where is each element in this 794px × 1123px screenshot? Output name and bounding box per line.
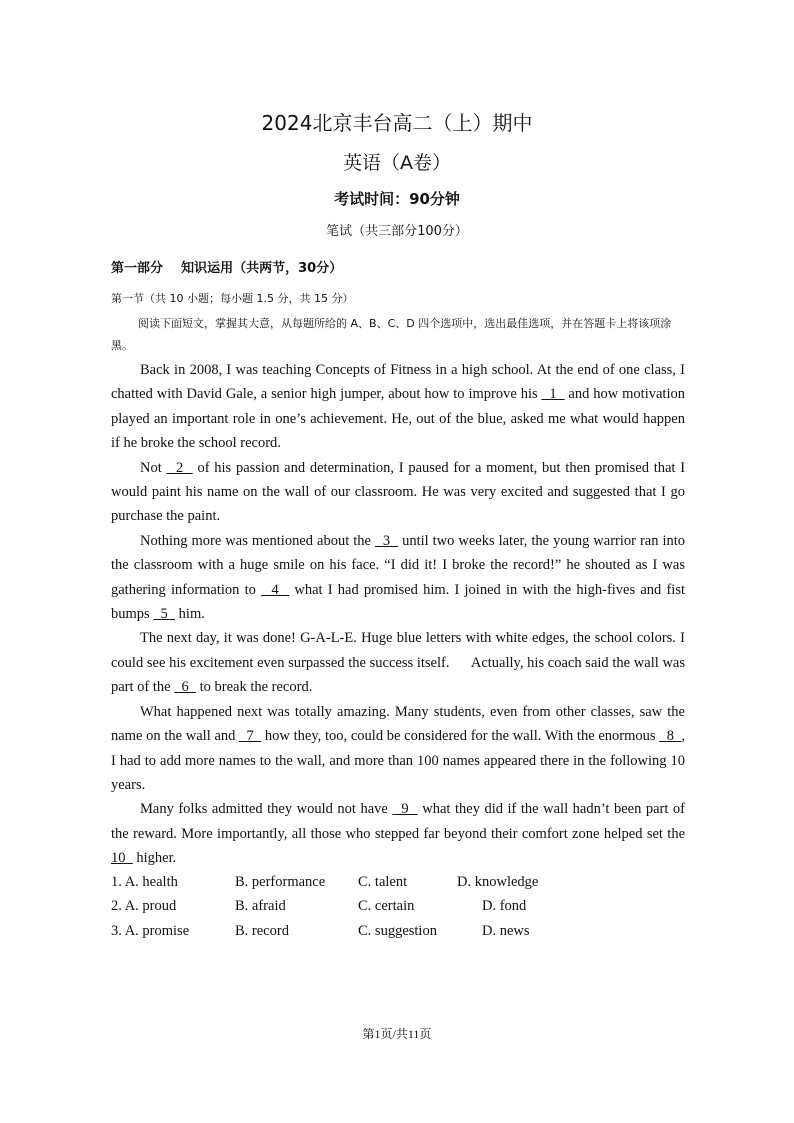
blank-4: 4 [261, 581, 290, 598]
option-row-1 [111, 870, 685, 894]
blank-6: 6 [174, 679, 196, 696]
option-c: C. talent [358, 874, 408, 890]
blank-5: 5 [153, 606, 176, 623]
option-b: B. performance [235, 874, 326, 890]
paragraph-4: The next day, it was done! G-A-L-E. Huge blue letters with white edges, the school colors. I could see his excitement even surpassed the success itself. Actually, his coach said the wall was part of the 6 to break the record. [111, 630, 689, 696]
option-b: B. afraid [235, 898, 286, 915]
paragraph-3: Nothing more was mentioned about the 3 until two weeks later, the young warrior ran into the classroom with a huge smile on his face. “I did it! I broke the record!” he shouted as I was gathering information to 4 what I had promised him. I joined in with the high-fives and fist bumps 5 him. [111, 532, 686, 623]
option-row-2 [111, 894, 685, 918]
passage [111, 358, 689, 871]
instructions: 阅读下面短文，掌握其大意，从每题所给的 A、B、C、D 四个选项中，选出最佳选项，并在答题卡上将该项涂黑。 [111, 317, 672, 352]
exam-title: 2024北京丰台高二（上）期中 [261, 111, 533, 135]
option-c: C. suggestion [358, 922, 437, 939]
blank-10: 10 [111, 850, 133, 867]
section-one-heading: 第一节（共 10 小题；每小题 1.5 分，共 15 分） [111, 292, 354, 305]
blank-3: 3 [374, 532, 399, 549]
blank-8: 8 [659, 728, 682, 745]
option-d: D. news [482, 922, 530, 939]
option-a: 1. A. health [111, 874, 178, 890]
paragraph-6: Many folks admitted they would not have 9 what they did if the wall hadn’t been part of the reward. More importantly, all those who stepped far beyond their comfort zone helped set the 10 higher. [111, 801, 685, 867]
paragraph-2: Not 2 of his passion and determination, I paused for a moment, but then promised that I would paint his name on the wall of our classroom. He was very excited and suggested that I go purchase the paint. [111, 459, 686, 525]
page-number: 第1页/共11页 [362, 1027, 432, 1041]
blank-1: 1 [541, 386, 565, 403]
option-row-3 [111, 919, 685, 943]
part-one-heading: 第一部分 知识运用（共两节，30分） [111, 261, 343, 276]
paragraph-1: Back in 2008, I was teaching Concepts of Fitness in a high school. At the end of one class, I chatted with David Gale, a senior high jumper, about how to improve his 1 and how motivation played an important role in one’s achievement. He, out of the blue, asked me what would happen if he broke the school record. [111, 362, 685, 452]
exam-time: 考试时间：90分钟 [334, 190, 460, 208]
option-d: D. fond [482, 898, 527, 915]
blank-2: 2 [166, 459, 193, 476]
exam-subject: 英语（A卷） [343, 152, 451, 174]
written-test-info: 笔试（共三部分100分） [326, 224, 468, 239]
option-a: 3. A. promise [111, 922, 190, 939]
option-c: C. certain [358, 898, 415, 915]
option-b: B. record [235, 922, 289, 939]
paragraph-5: What happened next was totally amazing. Many students, even from other classes, saw the name on the wall and 7 how they, too, could be considered for the wall. With the enormous 8 , I had to add more names to the wall, and more than 100 names appeared there in the following 10 years. [111, 703, 686, 793]
blank-9: 9 [392, 801, 418, 818]
option-d: D. knowledge [457, 874, 539, 890]
option-a: 2. A. proud [111, 898, 177, 915]
answer-options [111, 870, 685, 943]
blank-7: 7 [239, 728, 262, 745]
